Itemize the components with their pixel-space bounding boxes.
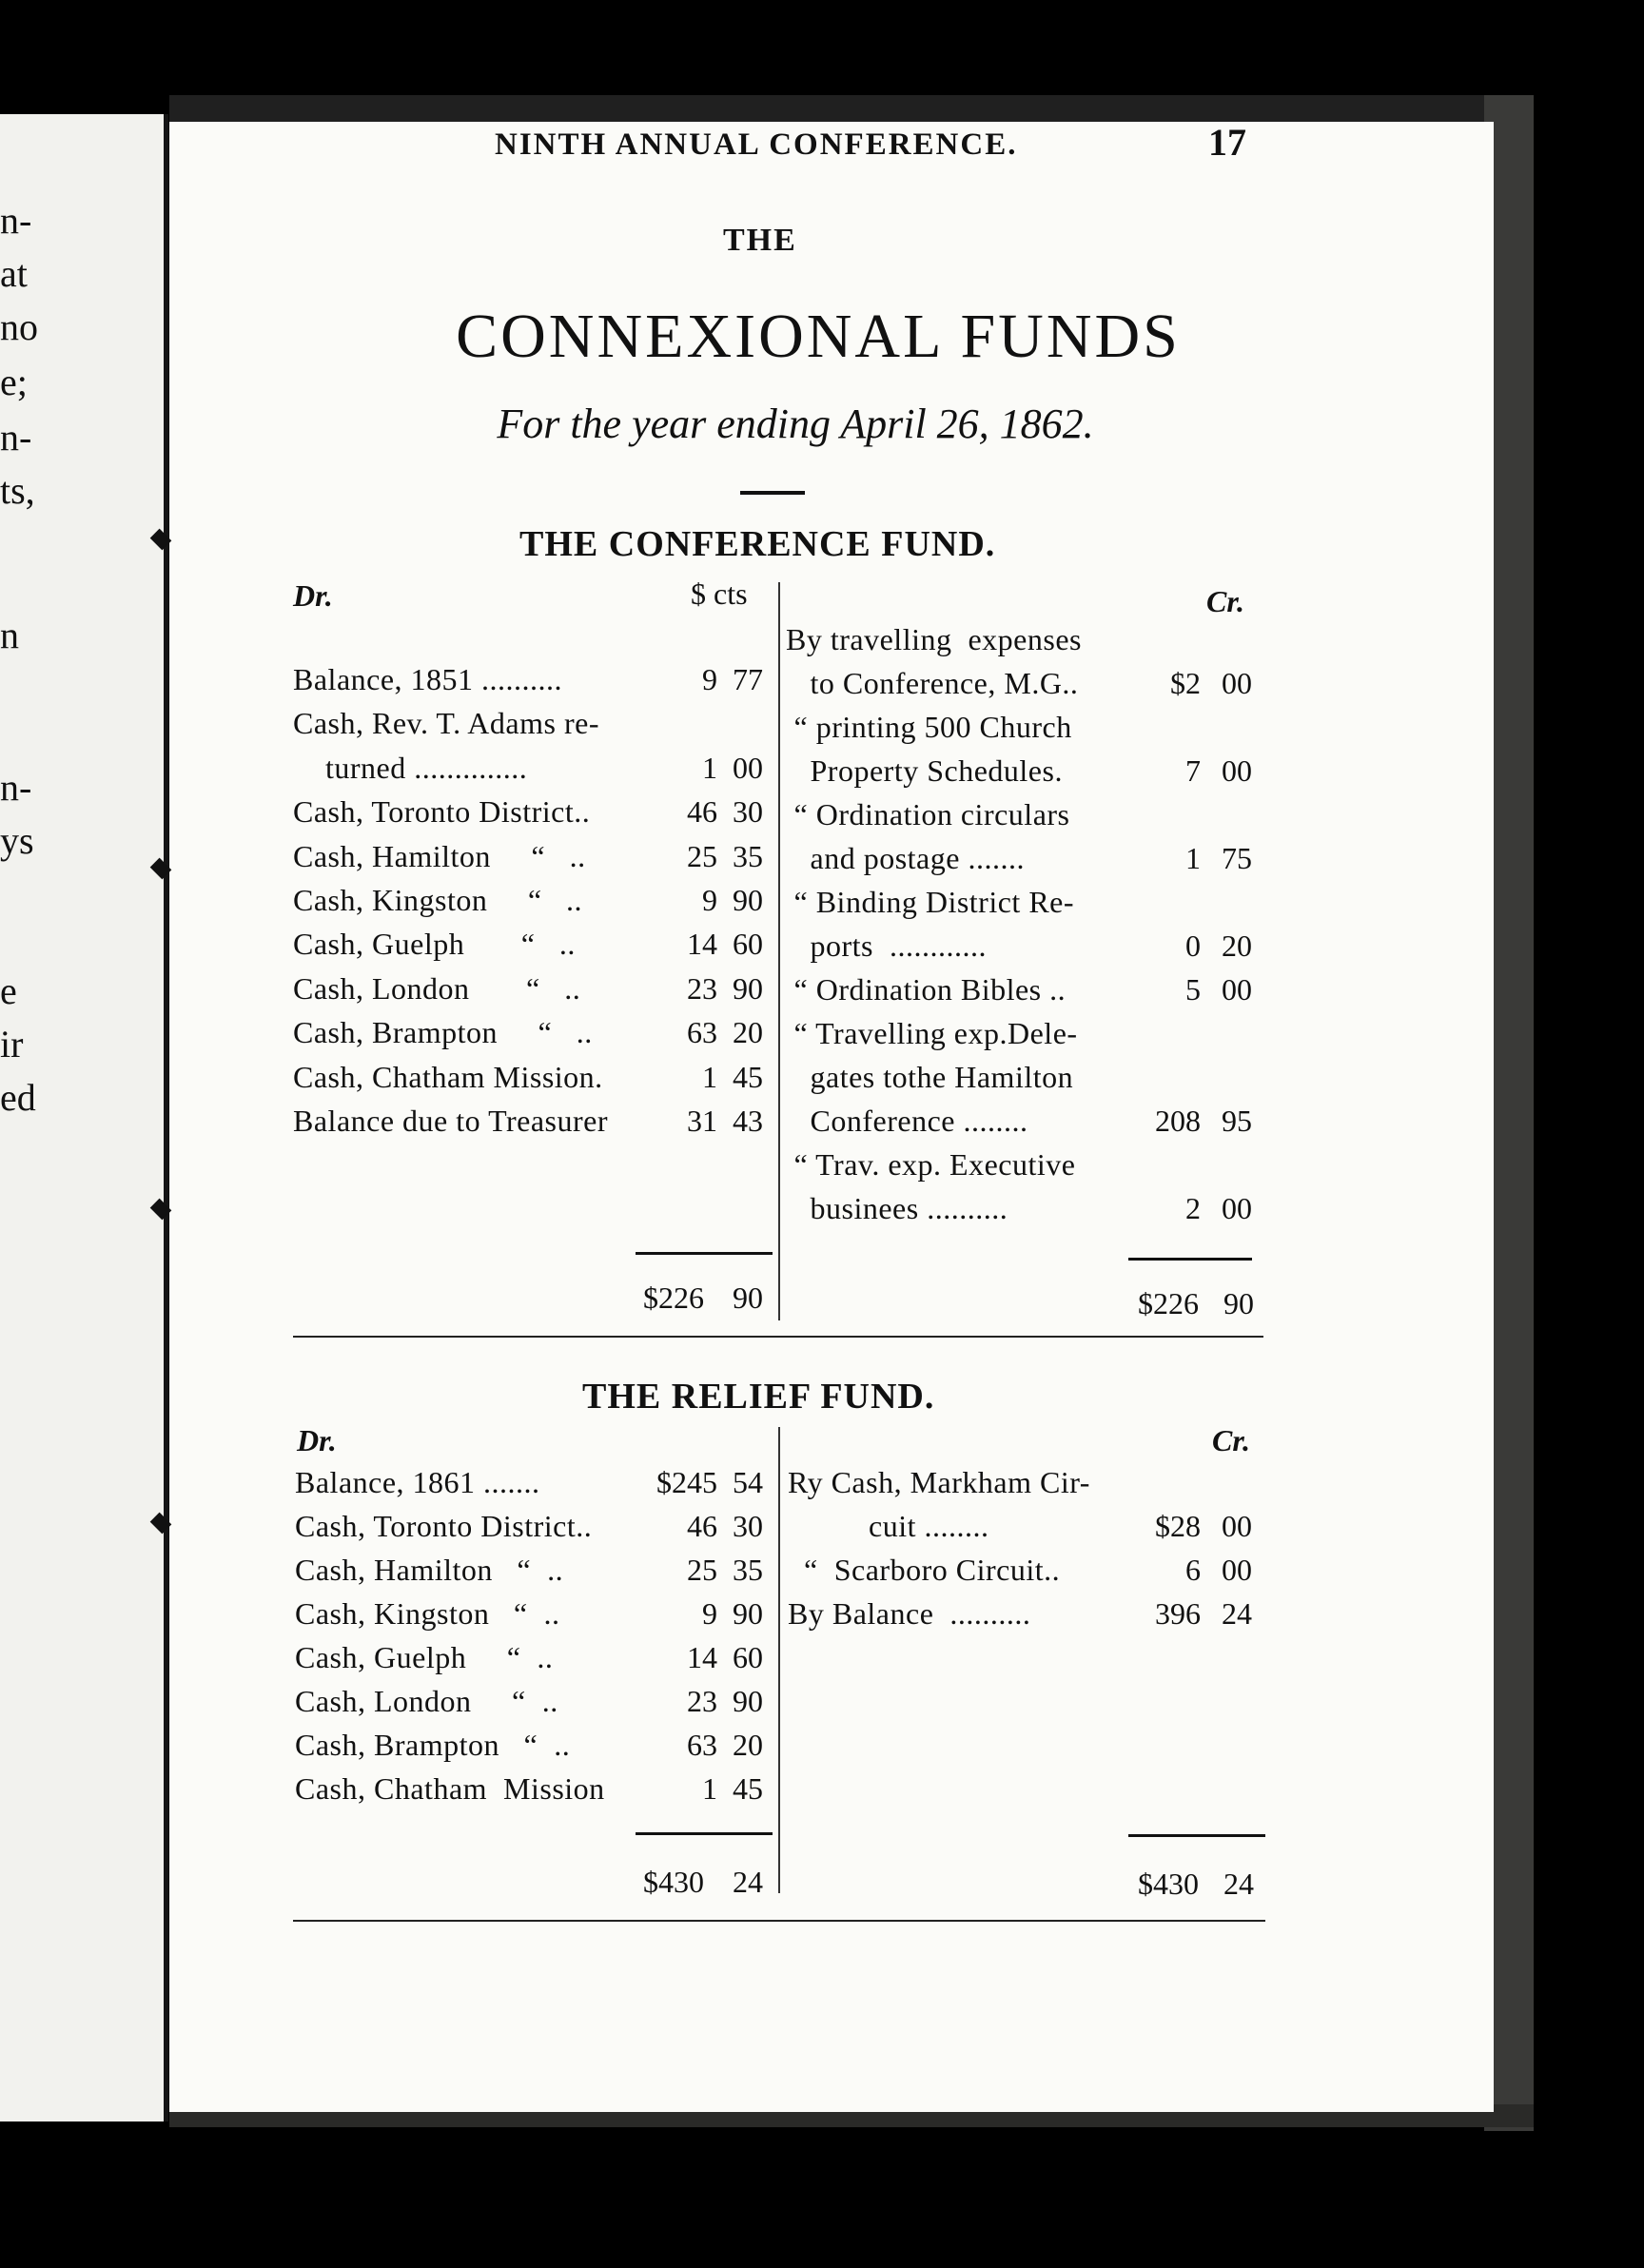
conference-cr-line-text: By travelling expenses [786, 622, 1082, 656]
conference-cr-line-dollars: 5 [1185, 972, 1201, 1007]
conference-dr-line-dollars: 23 [687, 970, 717, 1006]
relief-dr-line-dollars: 14 [687, 1640, 717, 1674]
title-rule [740, 491, 805, 495]
left-page-fragment: ts, [0, 469, 35, 512]
relief-dr-line-dollars: 25 [687, 1553, 717, 1587]
title-the: THE [723, 223, 797, 258]
conference-cr-line-dollars: 208 [1155, 1104, 1201, 1138]
relief-dr-line-dollars: 63 [687, 1728, 717, 1762]
conference-dr-line-cents: 20 [733, 1015, 763, 1050]
conference-dr-label: Dr. [293, 578, 333, 613]
conference-cr-line-cents: 20 [1222, 929, 1252, 963]
conference-cr-total-dollars: $226 [1138, 1286, 1199, 1320]
left-page-fragment: e [0, 969, 17, 1012]
conference-dr-line-cents: 90 [733, 970, 763, 1006]
relief-cr-line-text: “ Scarboro Circuit.. [788, 1553, 1061, 1587]
relief-cr-line-text: Ry Cash, Markham Cir- [788, 1465, 1090, 1499]
conference-cr-line-dollars: $2 [1170, 666, 1201, 700]
relief-column-divider [778, 1427, 780, 1893]
conference-dr-line-text: Cash, Kingston “ .. [293, 883, 583, 917]
relief-dr-total-dollars: $430 [643, 1865, 704, 1899]
conference-dr-line-dollars: 31 [687, 1104, 717, 1138]
conference-cr-line-text: “ Ordination Bibles .. [786, 972, 1067, 1007]
relief-dr-line-cents: 20 [733, 1728, 763, 1762]
conference-dr-line-text: Cash, Toronto District.. [293, 794, 591, 830]
relief-fund-heading: THE RELIEF FUND. [582, 1377, 935, 1417]
conference-cr-line-cents: 75 [1222, 841, 1252, 875]
relief-cr-line-text: By Balance .......... [788, 1596, 1031, 1631]
relief-dr-line-dollars: 23 [687, 1684, 717, 1718]
relief-cr-total-cents: 24 [1223, 1867, 1254, 1901]
conference-cr-line-dollars: 0 [1185, 929, 1201, 963]
relief-dr-line-dollars: $245 [656, 1465, 717, 1499]
left-page-fragment: ed [0, 1076, 36, 1119]
conference-dr-line-text: Cash, Guelph “ .. [293, 927, 576, 962]
relief-dr-line-text: Cash, London “ .. [295, 1684, 558, 1718]
conference-dr-line-text: Cash, Brampton “ .. [293, 1015, 593, 1050]
conference-cr-line-text: and postage ....... [786, 841, 1025, 875]
relief-dr-line-cents: 90 [733, 1596, 763, 1631]
conference-cr-line-dollars: 1 [1185, 841, 1201, 875]
conference-cr-line-text: ports ............ [786, 929, 987, 963]
left-page-fragment: at [0, 252, 28, 295]
conference-cr-sum-rule [1128, 1258, 1252, 1261]
relief-dr-line-cents: 54 [733, 1465, 763, 1499]
conference-dr-line-cents: 77 [733, 662, 763, 696]
page-number: 17 [1208, 121, 1246, 164]
relief-cr-line-cents: 00 [1222, 1553, 1252, 1587]
relief-dr-line-cents: 30 [733, 1509, 763, 1543]
conference-cr-total-cents: 90 [1223, 1286, 1254, 1320]
relief-dr-line-cents: 90 [733, 1684, 763, 1718]
conference-dr-total-cents: 90 [733, 1281, 763, 1315]
conference-dr-line-dollars: 14 [687, 927, 717, 962]
conference-dr-line-cents: 45 [733, 1059, 763, 1094]
conference-cr-line-text: “ printing 500 Church [786, 710, 1072, 744]
relief-cr-line-dollars: 396 [1155, 1596, 1201, 1631]
conference-dr-line-text: Cash, London “ .. [293, 970, 581, 1006]
conference-cr-line-text: “ Travelling exp.Dele- [786, 1016, 1078, 1050]
conference-dr-line-text: Balance, 1851 .......... [293, 662, 571, 696]
relief-dr-line-dollars: 1 [702, 1771, 717, 1806]
left-page-fragment: ys [0, 819, 34, 862]
top-frame [169, 95, 1534, 124]
running-header: NINTH ANNUAL CONFERENCE. [495, 127, 1018, 162]
conference-column-head: $ cts [691, 577, 748, 611]
left-page-fragment: e; [0, 361, 28, 403]
conference-cr-line-dollars: 7 [1185, 753, 1201, 788]
relief-dr-total-cents: 24 [733, 1865, 763, 1899]
conference-dr-line-cents: 30 [733, 794, 763, 830]
conference-dr-line-text: turned .............. [293, 750, 536, 785]
relief-dr-label: Dr. [297, 1423, 337, 1457]
relief-dr-line-text: Cash, Guelph “ .. [295, 1640, 554, 1674]
conference-cr-line-cents: 00 [1222, 972, 1252, 1007]
relief-dr-line-text: Cash, Hamilton “ .. [295, 1553, 564, 1587]
relief-dr-line-cents: 60 [733, 1640, 763, 1674]
page-title: CONNEXIONAL FUNDS [456, 302, 1181, 371]
left-page-fragment: no [0, 305, 38, 348]
relief-cr-line-cents: 24 [1222, 1596, 1252, 1631]
conference-cr-line-text: Property Schedules. [786, 753, 1063, 788]
conference-cr-line-dollars: 2 [1185, 1191, 1201, 1225]
section-divider [293, 1336, 1263, 1338]
subtitle: For the year ending April 26, 1862. [497, 401, 1094, 447]
relief-cr-line-dollars: $28 [1155, 1509, 1201, 1543]
relief-dr-line-cents: 45 [733, 1771, 763, 1806]
conference-dr-line-text: Cash, Rev. T. Adams re- [293, 706, 599, 741]
conference-cr-label: Cr. [1206, 584, 1245, 618]
bottom-divider [293, 1920, 1265, 1922]
conference-dr-line-cents: 60 [733, 927, 763, 962]
conference-dr-line-text: Cash, Chatham Mission. [293, 1059, 603, 1094]
conference-cr-line-text: Conference ........ [786, 1104, 1028, 1138]
left-page-fragment: n- [0, 766, 32, 809]
conference-cr-line-text: gates tothe Hamilton [786, 1060, 1074, 1094]
conference-dr-line-dollars: 1 [702, 750, 717, 785]
conference-column-divider [778, 582, 780, 1320]
conference-cr-line-text: to Conference, M.G.. [786, 666, 1079, 700]
conference-dr-line-cents: 35 [733, 838, 763, 873]
relief-dr-line-dollars: 46 [687, 1509, 717, 1543]
conference-dr-line-cents: 90 [733, 883, 763, 917]
conference-dr-total-dollars: $226 [643, 1281, 704, 1315]
conference-cr-line-text: businees .......... [786, 1191, 1008, 1225]
conference-dr-sum-rule [636, 1252, 773, 1255]
conference-cr-line-cents: 00 [1222, 753, 1252, 788]
conference-cr-line-cents: 00 [1222, 1191, 1252, 1225]
conference-dr-line-dollars: 9 [702, 883, 717, 917]
relief-cr-label: Cr. [1212, 1423, 1251, 1457]
relief-dr-line-text: Cash, Chatham Mission [295, 1771, 605, 1806]
conference-dr-line-text: Balance due to Treasurer [293, 1104, 609, 1138]
conference-cr-line-text: “ Trav. exp. Executive [786, 1147, 1076, 1182]
relief-cr-total-dollars: $430 [1138, 1867, 1199, 1901]
conference-dr-line-text: Cash, Hamilton “ .. [293, 838, 586, 873]
relief-dr-sum-rule [636, 1832, 773, 1835]
conference-dr-line-dollars: 1 [702, 1059, 717, 1094]
relief-dr-line-dollars: 9 [702, 1596, 717, 1631]
conference-dr-line-cents: 00 [733, 750, 763, 785]
conference-cr-line-cents: 95 [1222, 1104, 1252, 1138]
relief-dr-line-cents: 35 [733, 1553, 763, 1587]
conference-dr-line-dollars: 63 [687, 1015, 717, 1050]
conference-cr-line-text: “ Ordination circulars [786, 797, 1070, 831]
relief-dr-line-text: Cash, Toronto District.. [295, 1509, 593, 1543]
relief-cr-line-text: cuit ........ [788, 1509, 989, 1543]
relief-dr-line-text: Cash, Brampton “ .. [295, 1728, 571, 1762]
conference-dr-line-dollars: 46 [687, 794, 717, 830]
relief-cr-line-dollars: 6 [1185, 1553, 1201, 1587]
conference-dr-line-dollars: 25 [687, 838, 717, 873]
left-page-fragment: n- [0, 416, 32, 459]
left-page-fragment: ir [0, 1023, 24, 1066]
relief-dr-line-text: Cash, Kingston “ .. [295, 1596, 560, 1631]
conference-cr-line-cents: 00 [1222, 666, 1252, 700]
conference-fund-heading: THE CONFERENCE FUND. [519, 524, 996, 564]
relief-cr-sum-rule [1128, 1834, 1265, 1837]
left-page-fragment: n- [0, 199, 32, 242]
conference-dr-line-cents: 43 [733, 1104, 763, 1138]
relief-cr-line-cents: 00 [1222, 1509, 1252, 1543]
left-page-fragment: n [0, 614, 19, 656]
relief-dr-line-text: Balance, 1861 ....... [295, 1465, 540, 1499]
conference-cr-line-text: “ Binding District Re- [786, 885, 1075, 919]
conference-dr-line-dollars: 9 [702, 662, 717, 696]
